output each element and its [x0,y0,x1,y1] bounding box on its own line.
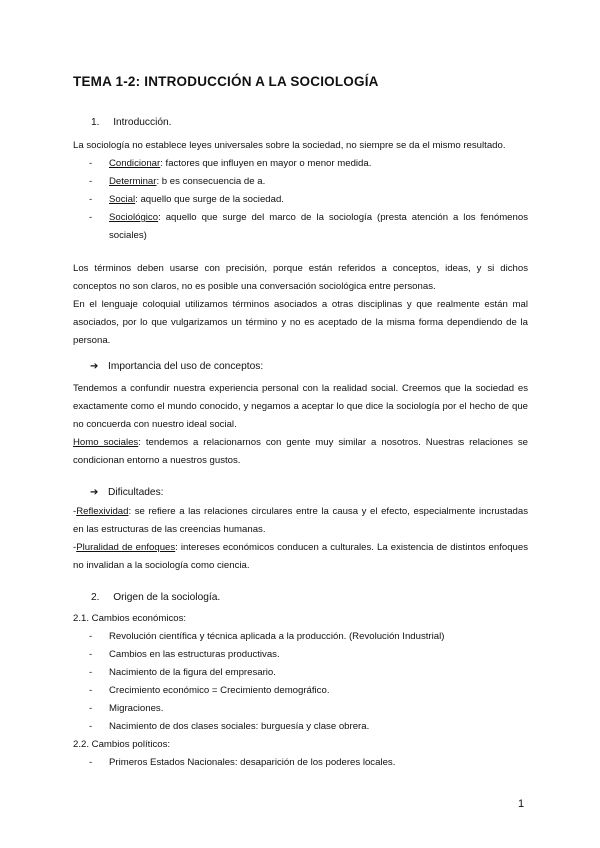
subsection-label: 2.2. Cambios políticos: [73,739,171,750]
section-1-number: 1. [91,117,100,128]
page-title: TEMA 1-2: INTRODUCCIÓN A LA SOCIOLOGÍA [73,74,379,89]
list-item: - Condicionar: factores que influyen en mayor o menor medida. [89,158,372,169]
dificultades-heading [90,487,164,498]
section-1-title: Introducción. [113,117,172,128]
term: Homo sociales [73,437,139,448]
paragraph-precision: Los términos deben usarse con precisión, porque están referidos a conceptos, ideas, y si dichos conceptos no son claros, no es posible una conversación sociológica entre personas. [73,263,528,292]
section-2-heading [91,592,220,603]
list-item: - Social: aquello que surge de la sociedad. [89,194,284,205]
term: Condicionar [109,158,161,169]
list-item: - Primeros Estados Nacionales: desaparición de los poderes locales. [89,757,396,768]
page-number: 1 [518,798,525,810]
dificultades-title: Dificultades: [108,487,164,498]
arrow-right-icon: ➔ [90,361,99,372]
list-item: - Sociológico: aquello que surge del marco de la sociología (presta atención a los fenómenos sociales) [89,212,528,241]
section-2-number: 2. [91,592,100,603]
paragraph-importancia: Tendemos a confundir nuestra experiencia personal con la realidad social. Creemos que la sociedad es exactamente como el mundo conocido, y negamos a aceptar lo que dice la sociología por el hecho de que no concuerda con nuestro ideal social. [73,383,528,430]
term: Sociológico [109,212,159,223]
term: Social [109,194,136,205]
term: Reflexividad [76,506,129,517]
list-item: - Nacimiento de la figura del empresario. [89,667,276,678]
paragraph-pluralidad: -Pluralidad de enfoques: intereses económicos conducen a culturales. La existencia de distintos enfoques no invalidan a la sociología como ciencia. [73,542,529,571]
list-item: - Migraciones. [89,703,164,714]
section-2-title: Origen de la sociología. [113,592,221,603]
paragraph-reflexividad: -Reflexividad: se refiere a las relaciones circulares entre la causa y el efecto, especialmente incrustadas en las estructuras de las creencias humanas. [73,506,528,535]
list-item: - Crecimiento económico = Crecimiento demográfico. [89,685,330,696]
definitions-list [73,155,528,245]
paragraph-colloquial: En el lenguaje coloquial utilizamos términos asociados a otras disciplinas y que realmente están mal asociados, por lo que vulgarizamos un término y no es aceptado de la misma forma dependiendo de la persona. [73,299,528,346]
arrow-right-icon: ➔ [90,487,99,498]
list-item: - Revolución científica y técnica aplicada a la producción. (Revolución Industrial) [89,631,445,642]
intro-paragraph: La sociología no establece leyes universales sobre la sociedad, no siempre se da el mismo resultado. [73,140,506,151]
list-item: - Cambios en las estructuras productivas. [89,649,280,660]
list-item: - Determinar: b es consecuencia de a. [89,176,266,187]
section-1-body [73,137,528,245]
term: Determinar [109,176,157,187]
economic-changes-list [73,628,528,736]
section-1-heading [91,117,172,128]
subsection-label: 2.1. Cambios económicos: [73,613,187,624]
importancia-heading [90,361,263,372]
list-item: - Nacimiento de dos clases sociales: burguesía y clase obrera. [89,721,370,732]
paragraph-homo-sociales: Homo sociales: tendemos a relacionarnos con gente muy similar a nosotros. Nuestras relaciones se condicionan entorno a nuestros gustos. [73,437,529,466]
political-changes-list [73,754,528,772]
section-2-body [73,610,528,772]
importancia-title: Importancia del uso de conceptos: [108,361,264,372]
term: Pluralidad de enfoques [76,542,176,553]
